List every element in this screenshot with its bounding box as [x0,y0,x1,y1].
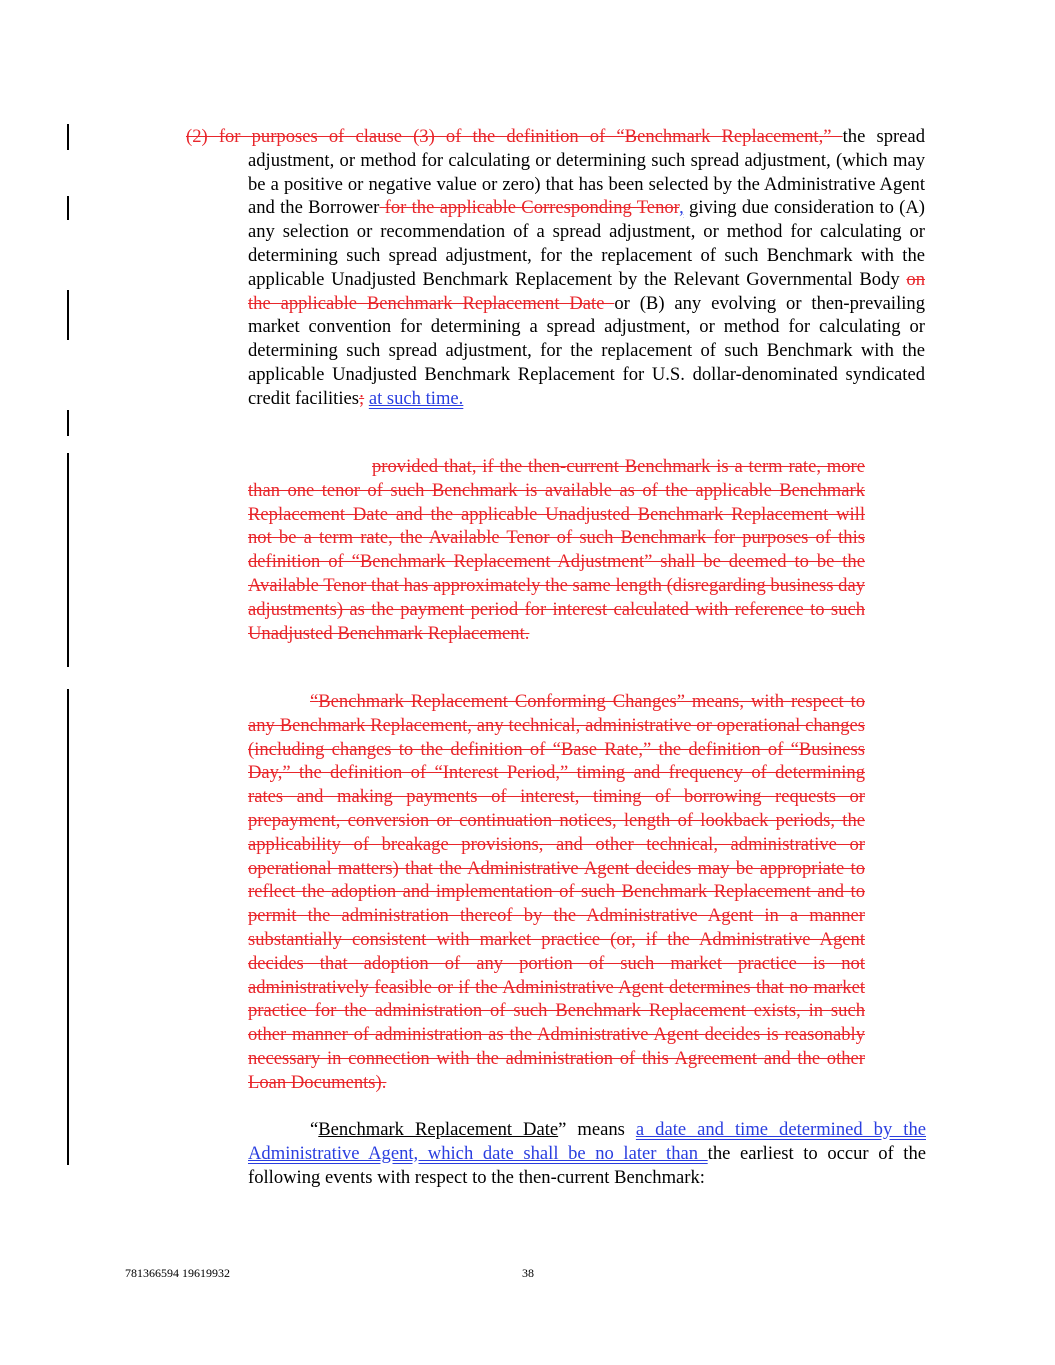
body-text: ” means [558,1119,636,1140]
change-bar [67,196,69,220]
body-text: or (B) any evolving or then-prevailing market convention for determining a spread adjustment, or method for calculating or determining such spread adjustment, for the replacement of such Benchmark with the applicable Unadjusted Benchmark Replacement for U.S. dollar-denominated syndicated credit facilities [248,292,926,409]
change-bar [67,410,69,436]
body-text: the earliest to occur of the following events with respect to the then-current Benchmark: [248,1142,926,1188]
deleted-text: on the applicable Benchmark Replacement Date [248,268,925,314]
defined-term: Benchmark Replacement Date [318,1119,559,1140]
change-bar [67,453,69,667]
deleted-text: ” means, with respect to any Benchmark Replacement, any technical, administrative or operational changes (including changes to the definition of “Base Rate,” the definition of “Business Day,” the definition of “Interest Period,” timing and frequency of determining rates and making payments of interest, timing of borrowing requests or prepayment, conversion or continuation notices, length of lookback periods, the applicability of breakage provisions, and other technical, administrative or operational matters) that the Administrative Agent decides may be appropriate to reflect the adoption and implementation of such Benchmark Replacement and to permit the administration thereof by the Administrative Agent in a manner substantially consistent with market practice (or, if the Administrative Agent decides that adoption of any portion of such market practice is not administratively feasible or if the Administrative Agent determines that no market practice for the administration of such Benchmark Replacement exists, in such other manner of administration as the Administrative Agent decides is reasonably necessary in connection with the administration of this Agreement and the other Loan Documents). [248,691,865,1093]
change-bar [67,290,69,340]
deleted-text: provided that [372,456,472,477]
deleted-text: , if the then-current Benchmark is a term rate, more than one tenor of such Benchmark is available as of the applicable Benchmark Replacement Date and the applicable Unadjusted Benchmark Replacement will not be a term rate, the Available Tenor of such Benchmark for purposes of this definition of “Benchmark Replacement Adjustment” shall be deemed to be the Available Tenor that has approximately the same length (disregarding business day adjustments) as the payment period for interest calculated with reference to such Unadjusted Benchmark Replacement. [248,456,866,644]
deleted-text: (2) for purposes of clause (3) of the definition of “Benchmark Replacement,” [186,126,843,147]
conforming-changes-definition [248,690,865,1095]
body-text: “ [310,1119,319,1140]
inserted-text: a date and time determined by the Administrative Agent, which date shall be no later than [248,1119,926,1164]
change-bar [67,124,69,150]
provided-that-paragraph [248,455,865,645]
body-text: the spread adjustment, or method for calculating or determining such spread adjustment, (which may be a positive or negative value or zero) that has been selected by the Administrative Agent and the Borrower [248,126,925,219]
deleted-text: ; [359,387,365,409]
body-text: giving due consideration to (A) any selection or recommendation of a spread adjustment, or method for calculating or determining such spread adjustment, for the replacement of such Benchmark with the applicable Unadjusted Benchmark Replacement by the Relevant Governmental Body [248,197,925,290]
spread-adjustment-paragraph [186,125,926,411]
footer-doc-id: 781366594 19619932 [125,1266,230,1280]
replacement-date-definition [248,1118,926,1189]
page-number: 38 [522,1266,534,1280]
inserted-text: , [679,197,684,219]
deleted-text: “ [310,691,319,712]
defined-term: Benchmark Replacement Conforming Changes [318,691,677,712]
change-bar [67,689,69,1165]
deleted-text: for the applicable Corresponding Tenor [379,197,680,219]
inserted-text: at such time. [368,387,464,409]
